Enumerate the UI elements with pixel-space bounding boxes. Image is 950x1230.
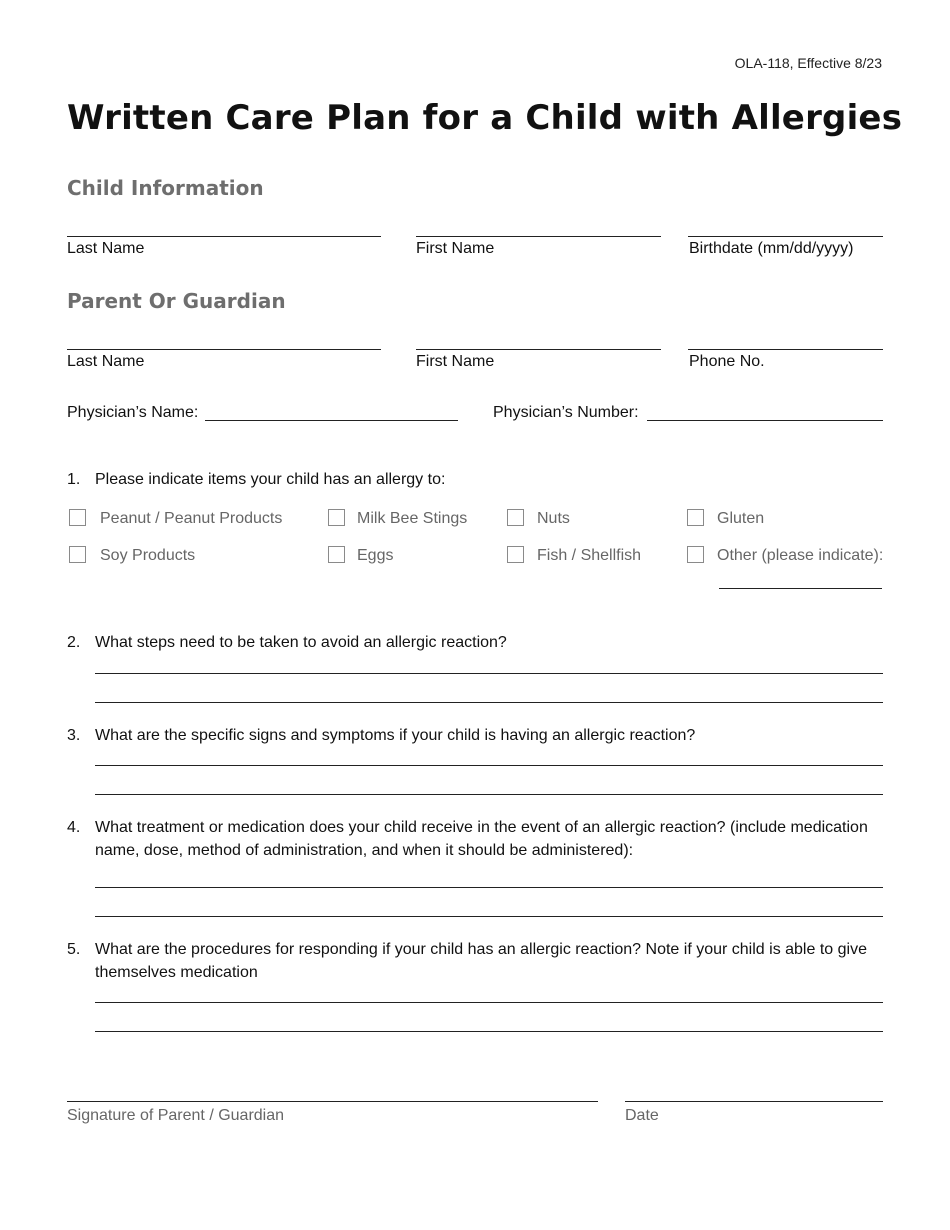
question-5-number: 5. [67, 941, 81, 958]
child-birthdate-line [688, 236, 883, 237]
answer-5-line-2[interactable] [95, 1031, 883, 1032]
date-label: Date [625, 1107, 659, 1124]
question-3-number: 3. [67, 727, 81, 744]
physician-number-line [647, 420, 883, 421]
checkbox-peanut[interactable] [69, 509, 86, 526]
checkbox-soy[interactable] [69, 546, 86, 563]
question-2-text: What steps need to be taken to avoid an allergic reaction? [95, 634, 507, 651]
checkbox-label-milk-bee-stings: Milk Bee Stings [357, 510, 468, 527]
checkbox-label-soy: Soy Products [100, 547, 196, 564]
guardian-first-name-input[interactable] [416, 326, 660, 348]
checkbox-other[interactable] [687, 546, 704, 563]
question-4-text: What treatment or medication does your child receive in the event of an allergic reaction? (include medication name, dose, method of administration, and when it should be administered): [95, 819, 868, 859]
question-1-text: Please indicate items your child has an allergy to: [95, 471, 446, 488]
guardian-first-name-line [416, 349, 661, 350]
child-last-name-label: Last Name [67, 240, 145, 257]
guardian-last-name-input[interactable] [67, 326, 381, 348]
checkbox-label-eggs: Eggs [357, 547, 394, 564]
child-last-name-line [67, 236, 381, 237]
checkbox-fish-shellfish[interactable] [507, 546, 524, 563]
checkbox-eggs[interactable] [328, 546, 345, 563]
checkbox-label-gluten: Gluten [717, 510, 765, 527]
answer-2-line-2[interactable] [95, 702, 883, 703]
child-birthdate-label: Birthdate (mm/dd/yyyy) [689, 240, 854, 257]
child-first-name-label: First Name [416, 240, 495, 257]
physician-name-input[interactable] [205, 397, 457, 419]
answer-5-line-1[interactable] [95, 1002, 883, 1003]
checkbox-label-nuts: Nuts [537, 510, 570, 527]
question-2-number: 2. [67, 634, 81, 651]
checkbox-label-peanut: Peanut / Peanut Products [100, 510, 283, 527]
question-1-number: 1. [67, 471, 81, 488]
guardian-phone-input[interactable] [688, 326, 882, 348]
answer-3-line-2[interactable] [95, 794, 883, 795]
answer-4-line-2[interactable] [95, 916, 883, 917]
physician-name-label: Physician’s Name: [67, 404, 199, 421]
section-heading-parent-guardian: Parent Or Guardian [67, 289, 286, 313]
checkbox-nuts[interactable] [507, 509, 524, 526]
signature-line[interactable] [67, 1101, 598, 1102]
child-birthdate-input[interactable] [688, 213, 882, 235]
physician-number-input[interactable] [647, 397, 882, 419]
physician-number-label: Physician’s Number: [493, 404, 639, 421]
date-line[interactable] [625, 1101, 883, 1102]
checkbox-gluten[interactable] [687, 509, 704, 526]
physician-name-line [205, 420, 458, 421]
checkbox-milk-bee-stings[interactable] [328, 509, 345, 526]
form-id: OLA-118, Effective 8/23 [734, 55, 882, 71]
checkbox-label-fish-shellfish: Fish / Shellfish [537, 547, 642, 564]
question-4-number: 4. [67, 819, 81, 836]
guardian-first-name-label: First Name [416, 353, 495, 370]
guardian-last-name-line [67, 349, 381, 350]
section-heading-child-information: Child Information [67, 176, 264, 200]
question-3-text: What are the specific signs and symptoms if your child is having an allergic reaction? [95, 727, 696, 744]
signature-label: Signature of Parent / Guardian [67, 1107, 285, 1124]
child-first-name-input[interactable] [416, 213, 660, 235]
answer-3-line-1[interactable] [95, 765, 883, 766]
question-5-text: What are the procedures for responding if your child has an allergic reaction? Note if your child is able to give themselves medication [95, 941, 867, 981]
guardian-phone-line [688, 349, 883, 350]
page-title: Written Care Plan for a Child with Allergies [67, 98, 903, 138]
other-allergen-line [719, 588, 882, 589]
other-allergen-input[interactable] [719, 565, 881, 587]
checkbox-label-other: Other (please indicate): [717, 547, 884, 564]
child-last-name-input[interactable] [67, 213, 381, 235]
answer-2-line-1[interactable] [95, 673, 883, 674]
answer-4-line-1[interactable] [95, 887, 883, 888]
guardian-phone-label: Phone No. [689, 353, 765, 370]
child-first-name-line [416, 236, 661, 237]
guardian-last-name-label: Last Name [67, 353, 145, 370]
